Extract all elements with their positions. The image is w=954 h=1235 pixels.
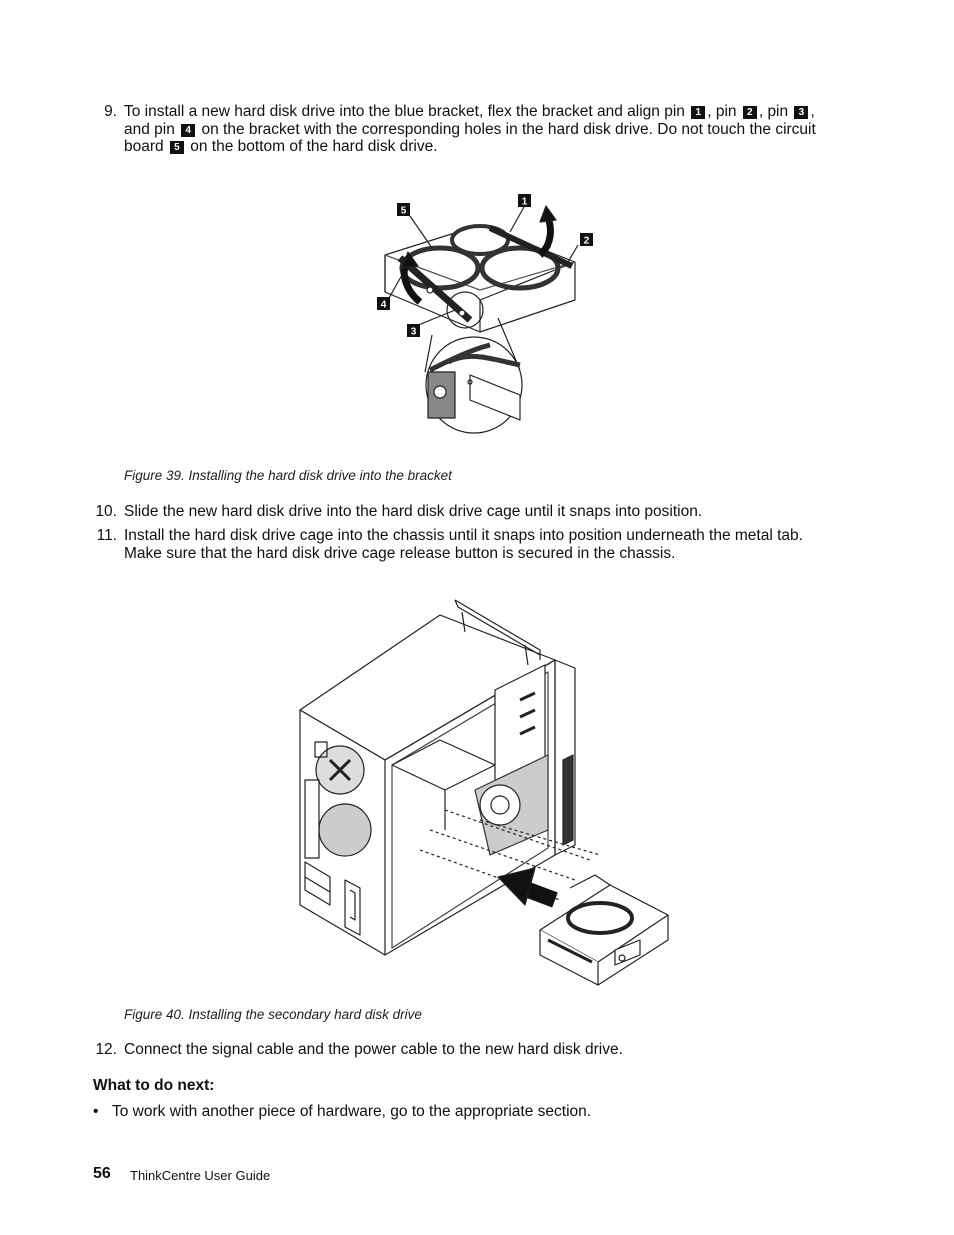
figure-39-illustration: [360, 185, 600, 450]
next-item-text: To work with another piece of hardware, go to the appropriate section.: [112, 1103, 592, 1120]
callout-badge: 5: [170, 141, 184, 154]
step-9-line-2: and pin 4 on the bracket with the corresponding holes in the hard disk drive. Do not touch the circuit: [124, 120, 816, 138]
step-text: Slide the new hard disk drive into the hard disk drive cage until it snaps into position.: [124, 503, 703, 520]
callout-badge: 1: [691, 106, 705, 119]
callout-4-label: 4: [380, 299, 387, 311]
step-text: Connect the signal cable and the power cable to the new hard disk drive.: [124, 1041, 623, 1058]
callout-3-label: 3: [410, 326, 417, 338]
step-11-line-2: Make sure that the hard disk drive cage release button is secured in the chassis.: [124, 544, 676, 562]
callout-badge: 4: [181, 124, 195, 137]
callout-badge: 2: [743, 106, 757, 119]
step-11-line-1: Install the hard disk drive cage into the chassis until it snaps into position underneath the metal tab.: [124, 527, 803, 544]
callout-2-label: 2: [583, 235, 590, 247]
callout-5-label: 5: [400, 205, 407, 217]
step-number: 11.: [96, 527, 117, 544]
callout-badge: 3: [794, 106, 808, 119]
step-9-line-3: board 5 on the bottom of the hard disk drive.: [124, 138, 438, 155]
figure-39-caption: Figure 39. Installing the hard disk drive into the bracket: [124, 468, 452, 483]
page-number: 56: [93, 1165, 111, 1182]
what-to-do-next-heading: What to do next:: [93, 1077, 215, 1094]
figure-40-illustration: [290, 592, 680, 987]
step-9-line-1: To install a new hard disk drive into the blue bracket, flex the bracket and align pin 1 , pin 2 , pin 3 ,: [124, 103, 815, 120]
callout-1-label: 1: [521, 196, 528, 208]
step-text: [124, 103, 844, 156]
footer-title: ThinkCentre User Guide: [130, 1168, 271, 1183]
step-number: 9.: [104, 103, 117, 120]
step-number: 12.: [95, 1041, 117, 1058]
step-text: [124, 527, 803, 562]
bullet: •: [93, 1103, 99, 1120]
step-number: 10.: [95, 503, 117, 520]
figure-40-caption: Figure 40. Installing the secondary hard disk drive: [124, 1007, 422, 1022]
